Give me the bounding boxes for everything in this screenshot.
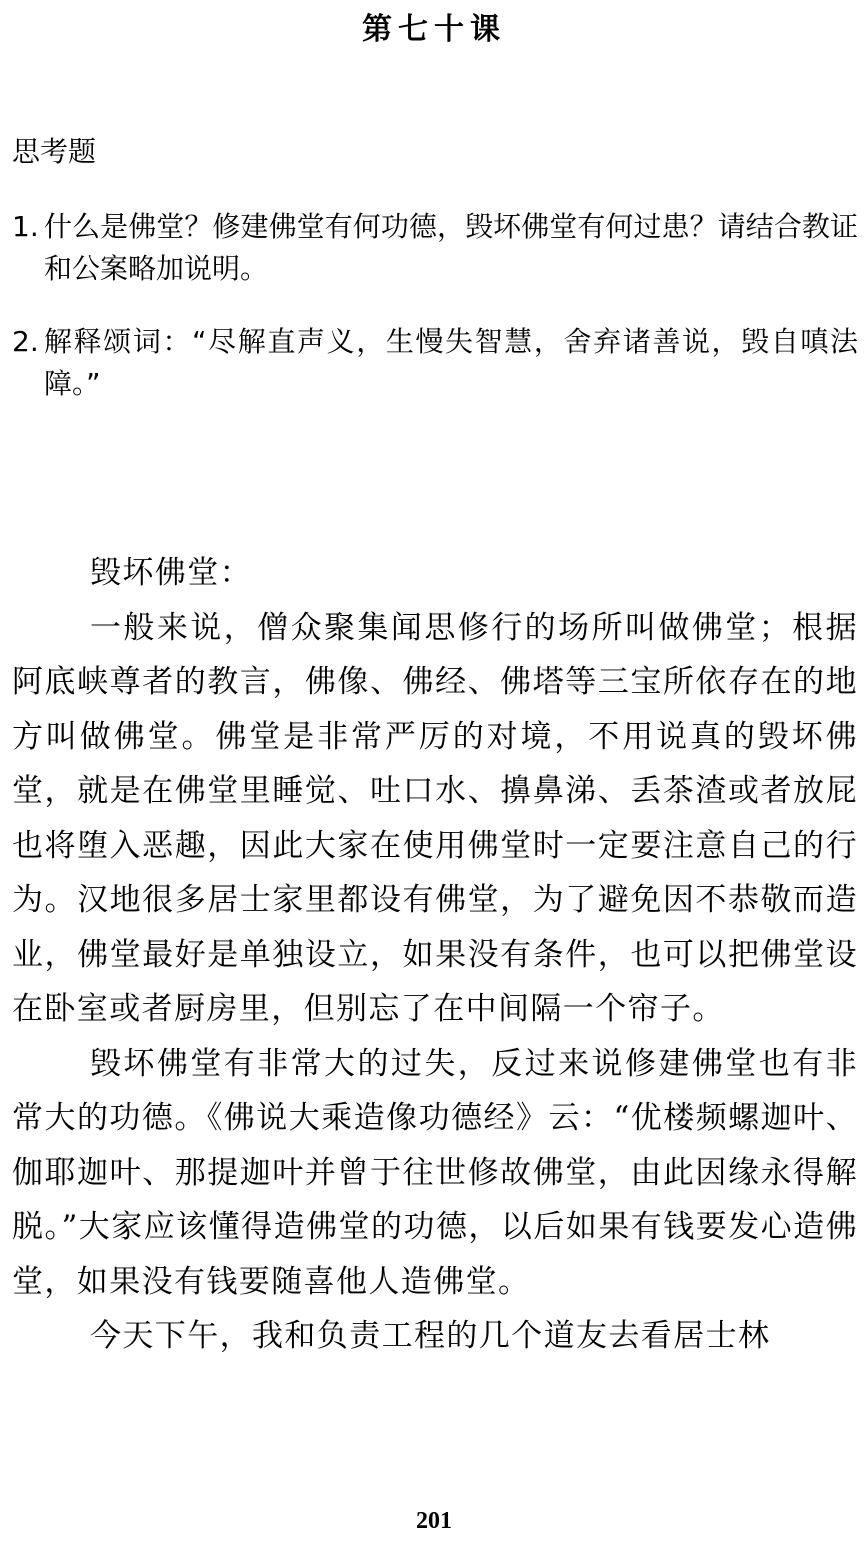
paragraph: 一般来说，僧众聚集闻思修行的场所叫做佛堂；根据阿底峡尊者的教言，佛像、佛经、佛塔等三宝所依存在的地方叫做佛堂。佛堂是非常严厉的对境，不用说真的毁坏佛堂，就是在佛堂里睡觉、吐口水、擤鼻涕、丢茶渣或者放屁也将堕入恶趣，因此大家在使用佛堂时一定要注意自己的行为。汉地很多居士家里都设有佛堂，为了避免因不恭敬而造业，佛堂最好是单独设立，如果没有条件，也可以把佛堂设在卧室或者厨房里，但别忘了在中间隔一个帘子。 — [12, 609, 858, 1027]
questions-heading: 思考题 — [12, 135, 97, 168]
paragraph: 毁坏佛堂有非常大的过失，反过来说修建佛堂也有非常大的功德。《佛说大乘造像功德经》云：“优楼频螺迦叶、伽耶迦叶、那提迦叶并曾于往世修故佛堂，由此因缘永得解脱。”大家应该懂得造佛堂的功德，以后如果有钱要发心造佛堂，如果没有钱要随喜他人造佛堂。 — [12, 1045, 858, 1300]
question-text: 什么是佛堂？修建佛堂有何功德，毁坏佛堂有何过患？请结合教证和公案略加说明。 — [44, 210, 858, 285]
question-item — [12, 206, 858, 290]
lesson-title: 第七十课 — [362, 12, 506, 47]
question-item — [12, 321, 858, 405]
question-text: 解释颂词：“尽解直声义，生慢失智慧，舍弃诸善说，毁自嗔法障。” — [44, 325, 858, 400]
paragraph: 今天下午，我和负责工程的几个道友去看居士林 — [90, 1318, 771, 1354]
section-heading: 毁坏佛堂： — [90, 555, 252, 591]
question-number: 1. — [12, 210, 39, 243]
body-text — [12, 546, 858, 1364]
page-number: 201 — [416, 1508, 452, 1534]
question-number: 2. — [12, 325, 39, 358]
